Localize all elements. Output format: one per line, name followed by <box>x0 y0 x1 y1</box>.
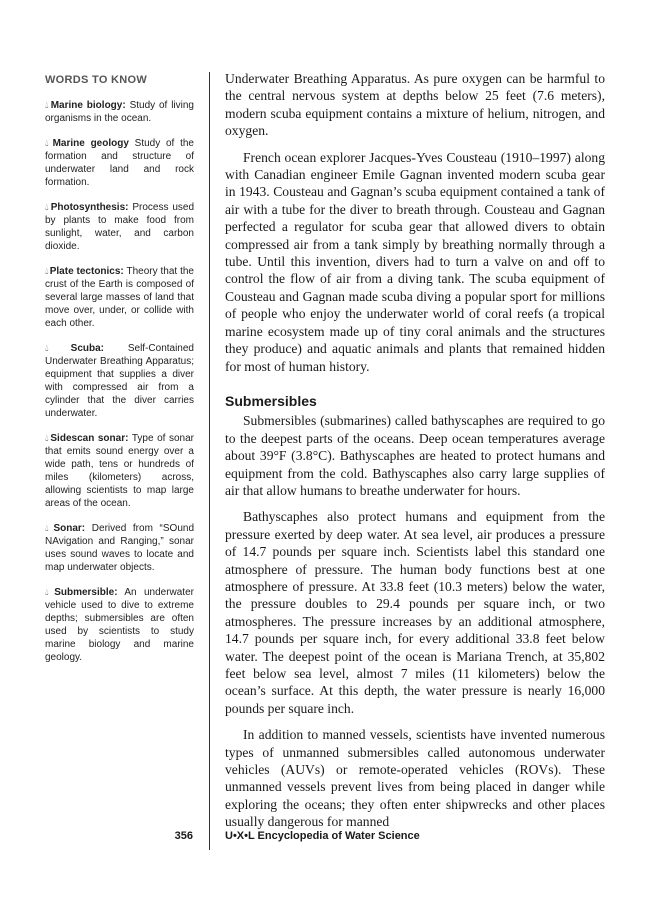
water-drop-icon: 💧︎ <box>45 343 70 353</box>
glossary-entry <box>45 432 194 510</box>
body-paragraph: Bathyscaphes also protect humans and equipment from the pressure exerted by deep water. At sea level, air produces a pressure of 14.7 pounds per square inch. Scientists label this standard one atmosphere of pressure. The human body functions best at one atmosphere of pressure. At 33.8 feet (10.3 meters) below the water, the pressure doubles to 29.4 pounds per square inch, or two atmospheres. The pressure increases by an additional atmosphere, 14.7 pounds per square inch, for every additional 33.8 feet below water. The deepest point of the ocean is Mariana Trench, at 35,802 feet below sea level, almost 7 miles (11 kilometers) below the ocean’s surface. At this depth, the water pressure is nearly 16,000 pounds per square inch. <box>225 509 605 716</box>
glossary-term: Marine geology <box>52 138 129 149</box>
glossary-entry <box>45 522 194 574</box>
body-paragraph: Submersibles (submarines) called bathyscaphes are required to go to the deepest parts of the oceans. Deep ocean temperatures average about 39°F (3.8°C). Bathyscaphes are heated to protect humans and equipment from the cold. Bathyscaphes also carry large supplies of air that allow humans to breathe underwater for hours. <box>225 413 605 498</box>
glossary-term: Photosynthesis: <box>50 202 129 213</box>
glossary-definition: Theory that the crust of the Earth is composed of several large masses of land that move over, under, or collide with each other. <box>45 266 194 329</box>
glossary-term: Sonar: <box>53 523 86 534</box>
column-divider <box>209 72 210 850</box>
glossary-term: Sidescan sonar: <box>50 433 129 444</box>
section-heading: Submersibles <box>225 392 317 409</box>
water-drop-icon: 💧︎ <box>45 100 50 110</box>
glossary-term: Submersible: <box>54 587 118 598</box>
glossary-definition: Study of living organisms in the ocean. <box>45 100 194 124</box>
water-drop-icon: 💧︎ <box>45 523 53 533</box>
glossary-definition: Derived from “SOund NAvigation and Ranging,” sonar uses sound waves to locate and map underwater objects. <box>45 523 195 573</box>
glossary-term: Plate tectonics: <box>49 266 124 277</box>
glossary-definition: Type of sonar that emits sound energy over a wide path, tens or hundreds of miles (kilometers) across, allowing scientists to map large areas of the ocean. <box>45 433 194 509</box>
glossary-definition: Study of the formation and structure of underwater land and rock formation. <box>45 138 194 188</box>
main-text-column <box>225 70 605 840</box>
glossary-entry <box>45 99 194 125</box>
glossary-entry <box>45 201 194 253</box>
water-drop-icon: 💧︎ <box>45 433 50 443</box>
words-to-know-sidebar <box>45 70 194 676</box>
book-title: U•X•L Encyclopedia of Water Science <box>225 830 420 842</box>
page-number: 356 <box>174 830 193 842</box>
body-paragraph: Underwater Breathing Apparatus. As pure oxygen can be harmful to the central nervous system at depths below 25 feet (7.6 meters), modern scuba equipment contains a mixture of helium, nitrogen, and oxygen. <box>225 71 605 139</box>
water-drop-icon: 💧︎ <box>45 587 54 597</box>
glossary-entry <box>45 342 194 420</box>
glossary-term: Marine biology: <box>50 100 126 111</box>
water-drop-icon: 💧︎ <box>45 266 49 276</box>
glossary-definition: An underwater vehicle used to dive to extreme depths; submersibles are often used by scientists to study marine biology and marine geology. <box>45 587 194 663</box>
glossary-entry <box>45 586 194 664</box>
water-drop-icon: 💧︎ <box>45 202 50 212</box>
glossary-definition: Self-Contained Underwater Breathing Apparatus; equipment that supplies a diver with compressed air from a cylinder that the diver carries underwater. <box>45 343 194 419</box>
body-paragraph: French ocean explorer Jacques-Yves Cousteau (1910–1997) along with Canadian engineer Emile Gagnan invented modern scuba gear in 1943. Cousteau and Gagnan’s scuba equipment contained a tank of air with a tube for the diver to breath through. Cousteau and Gagnan perfected a regulator for scuba gear that allowed divers to obtain compressed air from a tank simply by breathing normally through a tube. Until this invention, divers had to turn a valve on and off to control the flow of air from a diving tank. The scuba equipment of Cousteau and Gagnan made scuba diving a popular sport for millions of people who enjoy the underwater world of coral reefs (a tropical marine ecosystem made up of tiny coral animals and the structures they produce) and aquatic animals and plants that remained hidden for most of human history. <box>225 149 605 374</box>
glossary-term: Scuba: <box>70 343 104 354</box>
page-footer <box>0 830 663 846</box>
glossary-entry <box>45 137 194 189</box>
body-paragraph: In addition to manned vessels, scientists have invented numerous types of unmanned submersibles called autonomous underwater vehicles (AUVs) or remote-operated vehicles (ROVs). These unmanned vessels prevent lives from being placed in danger while exploring the oceans; they often enter shipwrecks and other places usually dangerous for manned <box>225 727 605 830</box>
glossary-definition: Process used by plants to make food from sunlight, water, and carbon dioxide. <box>45 202 195 252</box>
glossary-entry <box>45 265 194 330</box>
sidebar-heading: WORDS TO KNOW <box>45 74 148 86</box>
water-drop-icon: 💧︎ <box>45 138 52 148</box>
